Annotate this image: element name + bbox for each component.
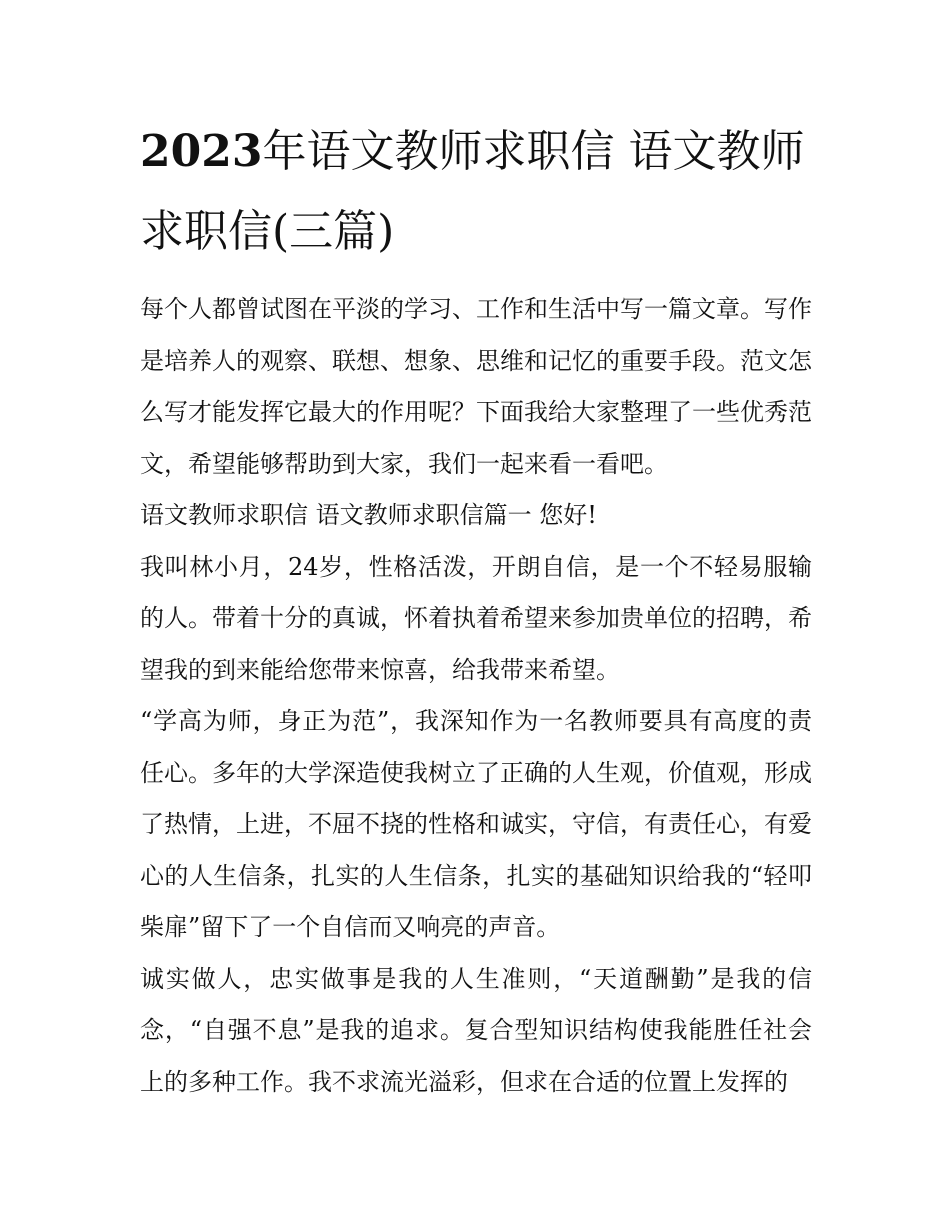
paragraph-life-principles: 诚实做人，忠实做事是我的人生准则，“天道酬勤”是我的信念，“自强不息”是我的追求。复合型知识结构使我能胜任社会上的多种工作。我不求流光溢彩，但求在合适的位置上发挥的: [140, 964, 812, 1096]
title-text: 年语文教师求职信 语文教师求职信(三篇): [140, 126, 805, 257]
document-content: [140, 112, 812, 1108]
paragraph-teacher-responsibility: “学高为师，身正为范”，我深知作为一名教师要具有高度的责任心。多年的大学深造使我树立了正确的人生观，价值观，形成了热情，上进，不屈不挠的性格和诚实，守信，有责任心，有爱心的人生信条，扎实的人生信条，扎实的基础知识给我的“轻叩柴扉”留下了一个自信而又响亮的声音。: [140, 707, 812, 941]
title-year: 2023: [140, 126, 263, 177]
document-title: [140, 112, 812, 272]
paragraph-heading-greeting: 语文教师求职信 语文教师求职信篇一 您好!: [140, 501, 597, 529]
document-body: [140, 284, 812, 1108]
paragraph-intro: 每个人都曾试图在平淡的学习、工作和生活中写一篇文章。写作是培养人的观察、联想、想象、思维和记忆的重要手段。范文怎么写才能发挥它最大的作用呢？下面我给大家整理了一些优秀范文，希望能够帮助到大家，我们一起来看一看吧。: [140, 295, 812, 478]
paragraph-self-introduction: 我叫林小月，24岁，性格活泼，开朗自信，是一个不轻易服输的人。带着十分的真诚，怀着执着希望来参加贵单位的招聘，希望我的到来能给您带来惊喜，给我带来希望。: [140, 552, 812, 684]
